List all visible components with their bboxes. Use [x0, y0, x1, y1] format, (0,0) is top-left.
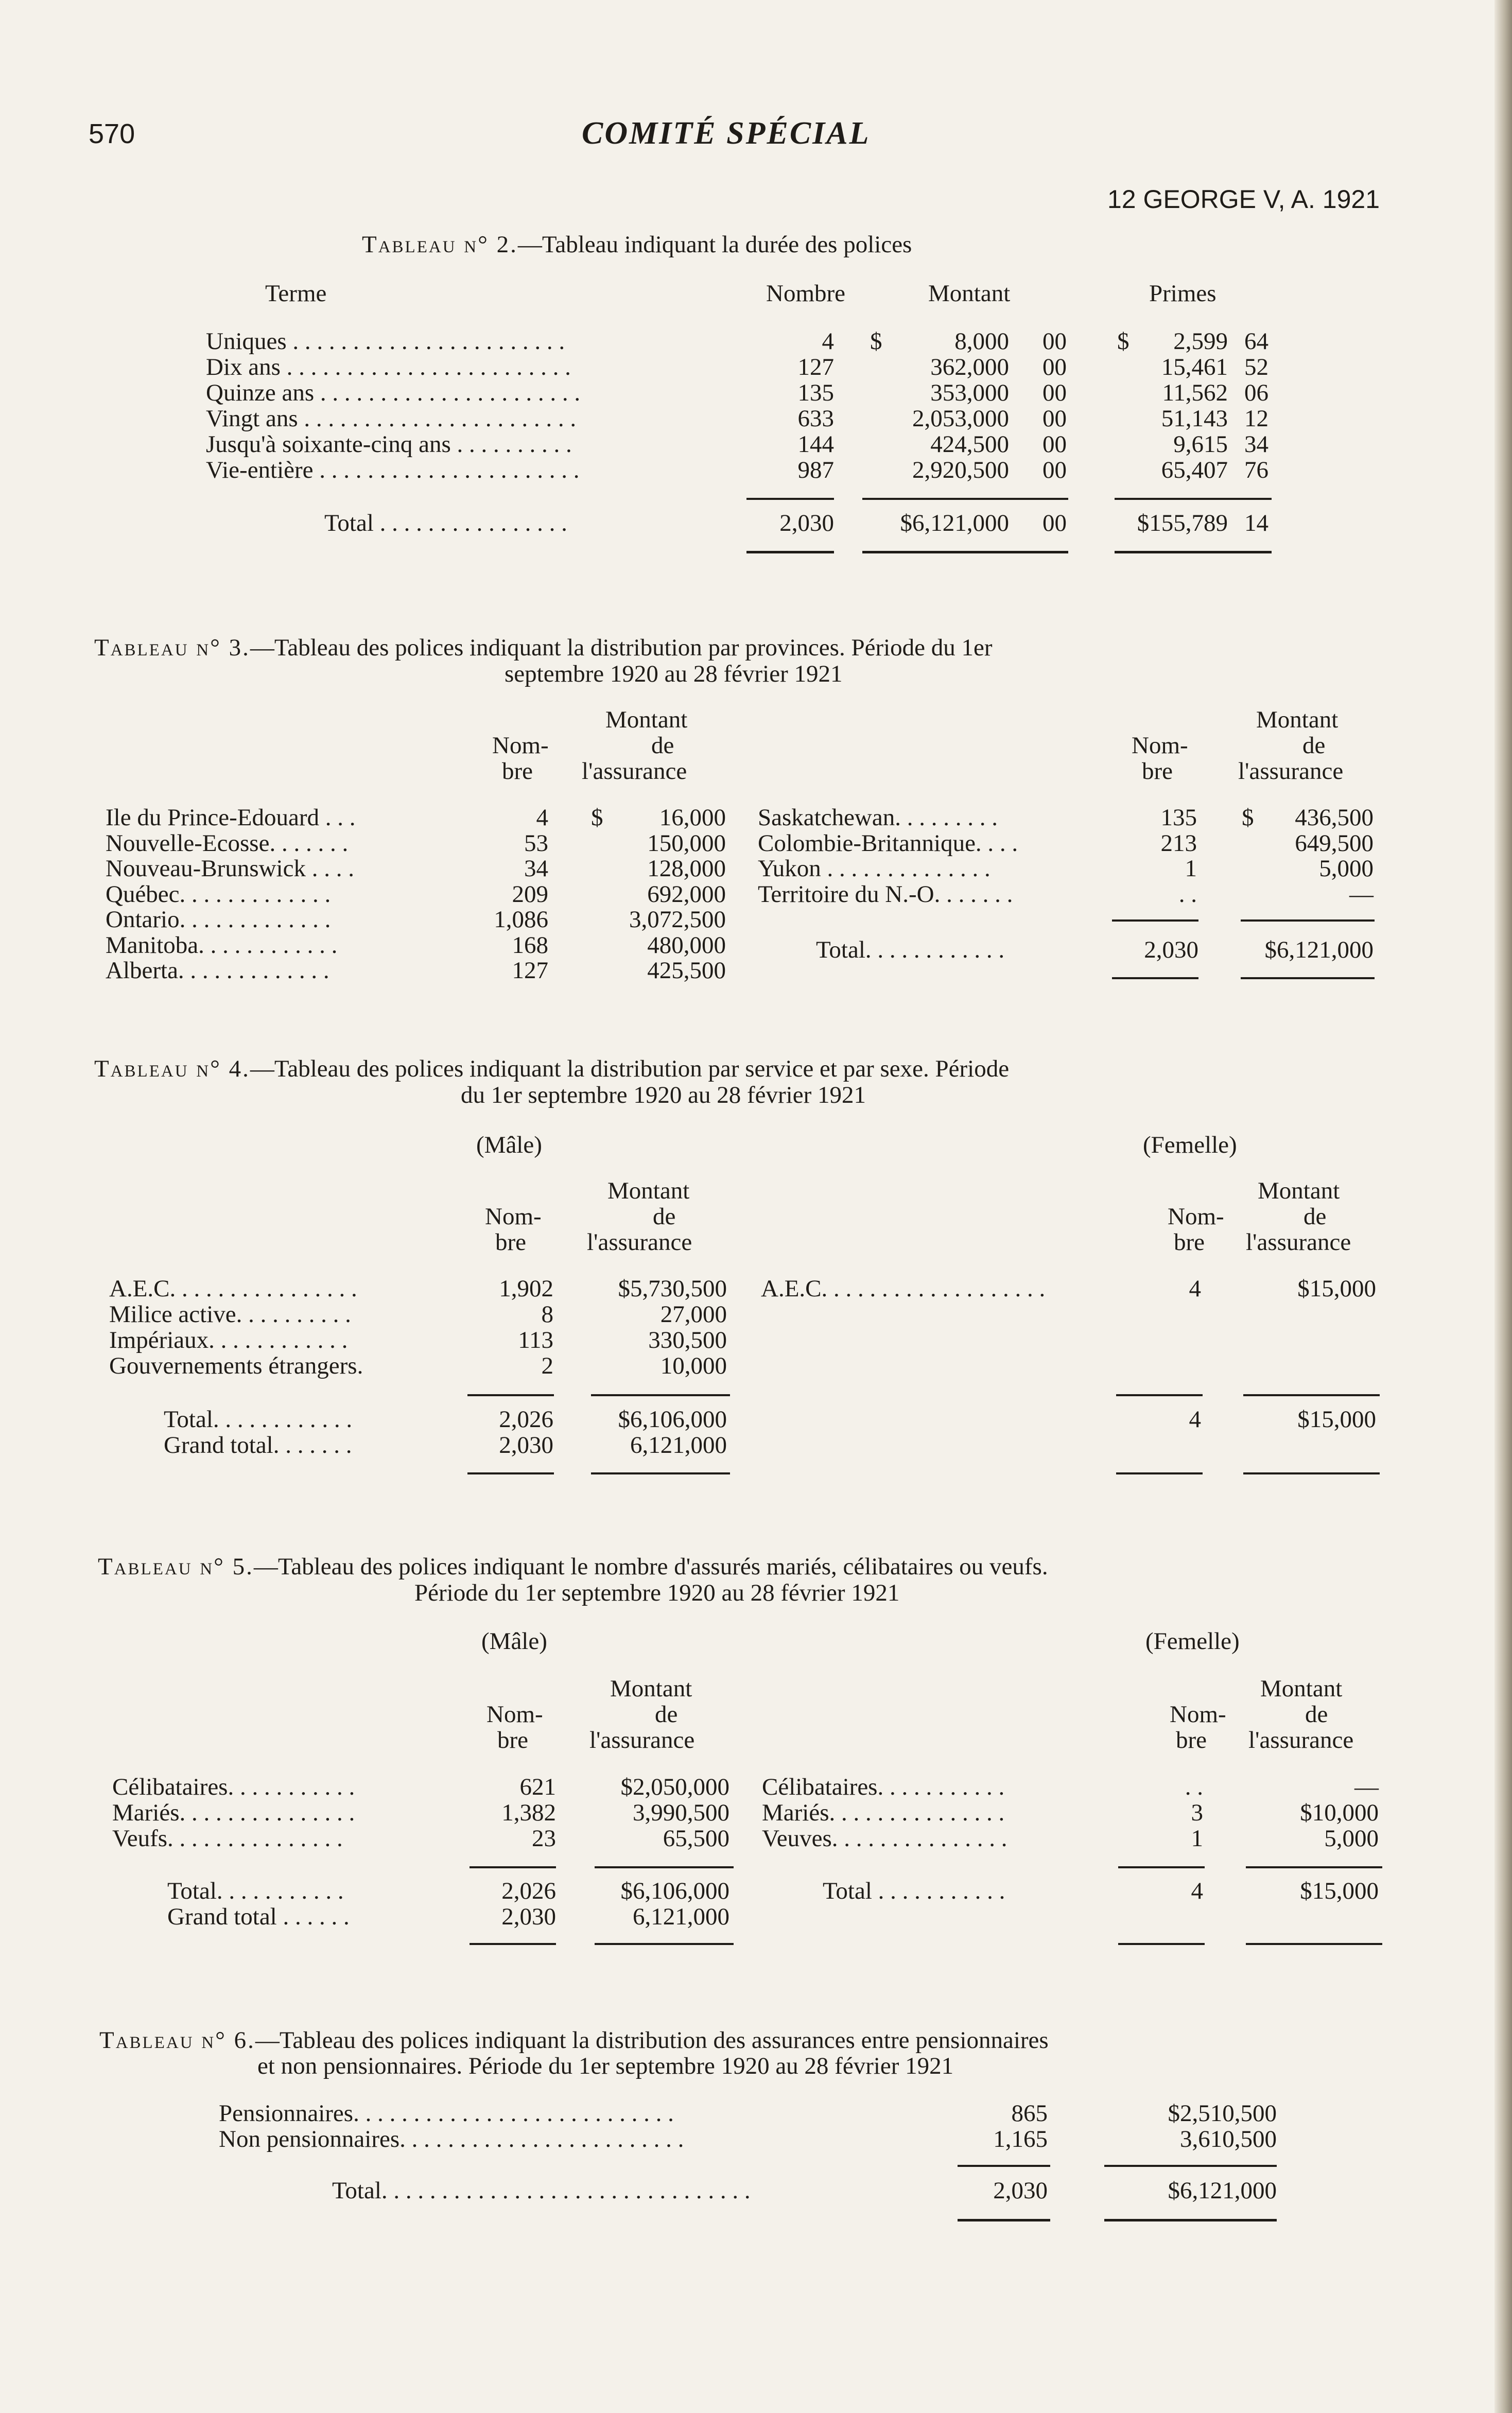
t4-col-bre-right: bre: [1174, 1229, 1205, 1256]
t5-total-label: Total. . . . . . . . . . .: [167, 1878, 344, 1904]
t3-right-row-montant: 649,500: [1295, 830, 1374, 857]
t3-col-de-left: de: [651, 732, 674, 759]
t2-row-primes-cents: 64: [1244, 328, 1268, 355]
t3-left-row-nombre: 1,086: [494, 906, 548, 933]
t3-right-row-sign: $: [1242, 804, 1254, 831]
t3-left-row-label: Québec. . . . . . . . . . . . .: [106, 881, 331, 908]
running-title: COMITÉ SPÉCIAL: [582, 116, 871, 151]
t2-header-primes: Primes: [1149, 280, 1216, 307]
t4-col-montant-left: Montant: [607, 1177, 690, 1204]
t4-rule-bottom-f-nombre: [1116, 1472, 1203, 1474]
t2-row-primes: 11,562: [1162, 379, 1228, 406]
t2-row-nombre: 127: [797, 354, 834, 380]
t5-left-row-nombre: 1,382: [501, 1799, 556, 1826]
t5-caption-line2: Période du 1er septembre 1920 au 28 février 1921: [414, 1579, 900, 1606]
t6-row-nombre: 1,165: [993, 2126, 1048, 2152]
t2-header-montant: Montant: [928, 280, 1011, 307]
t3-col-bre-right: bre: [1142, 758, 1173, 785]
t3-left-row-montant: 16,000: [659, 804, 726, 831]
t4-left-row-nombre: 8: [541, 1301, 553, 1328]
t4-col-de-left: de: [653, 1203, 676, 1230]
t6-caption-line2: et non pensionnaires. Période du 1er septembre 1920 au 28 février 1921: [257, 2053, 954, 2079]
t2-row-montant-sign: $: [870, 328, 882, 355]
t4-left-row-label: Gouvernements étrangers.: [109, 1352, 363, 1379]
t5-title: Tableau n° 5.—Tableau des polices indiquant le nombre d'assurés mariés, célibataires ou veufs.: [98, 1553, 1048, 1580]
t3-left-row-label: Nouveau-Brunswick . . . .: [106, 855, 354, 882]
t2-row-primes: 51,143: [1161, 405, 1228, 432]
t5-rule-bottom-f-nombre: [1118, 1943, 1205, 1945]
t5-grand-total-montant: 6,121,000: [633, 1903, 729, 1930]
t3-left-row-label: Alberta. . . . . . . . . . . . .: [106, 957, 329, 984]
t4-rule-nombre: [467, 1394, 554, 1396]
t2-row-primes: 15,461: [1161, 354, 1228, 380]
t3-left-row-montant: 480,000: [647, 932, 726, 959]
t2-rule-bottom-montant: [862, 551, 1068, 553]
t4-grand-total-label: Grand total. . . . . . .: [164, 1432, 352, 1459]
t4-male-heading: (Mâle): [476, 1132, 542, 1158]
t5-grand-total-label: Grand total . . . . . .: [167, 1903, 350, 1930]
t2-row-montant: 353,000: [930, 379, 1009, 406]
t3-col-bre-left: bre: [502, 758, 533, 785]
t4-col-assurance-left: l'assurance: [587, 1229, 692, 1256]
t2-rule-nombre: [746, 498, 834, 500]
t5-rule-bottom-montant: [595, 1943, 734, 1945]
t5-col-montant-left: Montant: [610, 1675, 692, 1702]
t4-left-row-nombre: 1,902: [499, 1275, 553, 1302]
t4-right-row-label: A.E.C. . . . . . . . . . . . . . . . . . .: [761, 1275, 1046, 1302]
t2-row-primes: 65,407: [1161, 457, 1228, 483]
t5-col-bre-left: bre: [497, 1727, 529, 1754]
t3-left-row-sign: $: [591, 804, 603, 831]
t4-left-row-montant: 10,000: [660, 1352, 727, 1379]
t2-total-label: Total . . . . . . . . . . . . . . . .: [324, 510, 567, 536]
t2-row-nombre: 144: [797, 431, 834, 458]
t5-right-row-label: Mariés. . . . . . . . . . . . . . .: [762, 1799, 1005, 1826]
t5-right-row-montant: $10,000: [1300, 1799, 1379, 1826]
t5-left-row-nombre: 621: [519, 1774, 556, 1800]
t3-left-row-nombre: 34: [524, 855, 548, 882]
t3-col-assurance-right: l'assurance: [1238, 758, 1344, 785]
t2-row-primes: 2,599: [1173, 328, 1228, 355]
t4-left-row-label: Milice active. . . . . . . . . .: [109, 1301, 351, 1328]
t3-col-montant-left: Montant: [605, 706, 688, 733]
t6-title: Tableau n° 6.—Tableau des polices indiquant la distribution des assurances entre pensionnaires: [99, 2027, 1049, 2054]
t5-left-row-montant: 3,990,500: [633, 1799, 729, 1826]
t6-row-nombre: 865: [1011, 2100, 1048, 2127]
t2-row-montant: 362,000: [930, 354, 1009, 380]
t4-left-row-montant: 330,500: [648, 1327, 727, 1353]
t2-row-montant-cents: 00: [1042, 457, 1067, 483]
t4-caption-line2: du 1er septembre 1920 au 28 février 1921: [461, 1082, 866, 1108]
t2-row-nombre: 4: [822, 328, 834, 355]
t5-right-row-nombre: . .: [1185, 1774, 1203, 1800]
t4-total-f-nombre: 4: [1189, 1406, 1201, 1433]
t2-rule-bottom-primes: [1115, 551, 1272, 553]
t4-rule-bottom-montant: [591, 1472, 730, 1474]
t2-row-montant: 8,000: [954, 328, 1009, 355]
t3-left-row-nombre: 4: [536, 804, 548, 831]
t3-total-label: Total. . . . . . . . . . . .: [816, 936, 1005, 963]
t2-label: Tableau n° 2.: [362, 231, 518, 258]
t6-total-label: Total. . . . . . . . . . . . . . . . . . . . . . . . . . . . . . .: [332, 2177, 751, 2204]
t5-left-row-montant: $2,050,000: [620, 1774, 729, 1800]
t2-row-montant: 424,500: [930, 431, 1009, 458]
t4-total-label: Total. . . . . . . . . . . .: [164, 1406, 353, 1433]
t3-total-nombre: 2,030: [1144, 936, 1198, 963]
t5-total-nombre: 2,026: [501, 1878, 556, 1904]
t3-right-row-label: Saskatchewan. . . . . . . . .: [758, 804, 998, 831]
t3-left-row-montant: 128,000: [647, 855, 726, 882]
t5-right-row-montant: —: [1354, 1774, 1379, 1800]
t2-row-montant-cents: 00: [1042, 405, 1067, 432]
t2-total-montant: $6,121,000: [900, 510, 1009, 536]
t6-total-montant: $6,121,000: [1168, 2177, 1277, 2204]
t5-rule-f-nombre: [1118, 1866, 1205, 1868]
t4-total-montant: $6,106,000: [618, 1406, 727, 1433]
t4-col-assurance-right: l'assurance: [1246, 1229, 1351, 1256]
t3-col-montant-right: Montant: [1256, 706, 1339, 733]
t3-rule-bottom-nombre: [1112, 977, 1198, 979]
t5-col-montant-right: Montant: [1260, 1675, 1343, 1702]
t3-total-montant: $6,121,000: [1264, 936, 1374, 963]
t6-row-montant: 3,610,500: [1180, 2126, 1277, 2152]
t3-left-row-label: Manitoba. . . . . . . . . . . .: [106, 932, 338, 959]
t3-title: Tableau n° 3.—Tableau des polices indiquant la distribution par provinces. Période du 1er: [94, 634, 993, 661]
t2-title: [362, 233, 912, 257]
t2-row-montant-cents: 00: [1042, 431, 1067, 458]
t5-left-row-nombre: 23: [532, 1825, 556, 1852]
t2-total-primes: $155,789: [1137, 510, 1228, 536]
t2-rule-primes: [1115, 498, 1272, 500]
t2-row-primes-cents: 76: [1244, 457, 1268, 483]
t6-rule-montant: [1104, 2165, 1277, 2167]
t2-row-montant: 2,920,500: [912, 457, 1009, 483]
t5-col-de-right: de: [1305, 1701, 1328, 1728]
t4-rule-f-montant: [1243, 1394, 1380, 1396]
t5-right-row-label: Célibataires. . . . . . . . . . .: [762, 1774, 1005, 1800]
t5-rule-montant: [595, 1866, 734, 1868]
t3-right-row-montant: —: [1349, 881, 1374, 908]
t3-left-row-montant: 3,072,500: [629, 906, 726, 933]
t2-row-nombre: 633: [797, 405, 834, 432]
t5-right-row-nombre: 1: [1191, 1825, 1203, 1852]
t4-rule-bottom-f-montant: [1243, 1472, 1380, 1474]
t2-row-nombre: 987: [797, 457, 834, 483]
t5-left-row-label: Veufs. . . . . . . . . . . . . . .: [112, 1825, 343, 1852]
t4-total-f-montant: $15,000: [1297, 1406, 1376, 1433]
t6-rule-bottom-nombre: [958, 2219, 1050, 2221]
t2-row-primes-sign: $: [1117, 328, 1129, 355]
t5-total-montant: $6,106,000: [620, 1878, 729, 1904]
t3-right-row-label: Territoire du N.-O. . . . . . .: [758, 881, 1013, 908]
t3-col-assurance-left: l'assurance: [582, 758, 687, 785]
t3-left-row-label: Ontario. . . . . . . . . . . . .: [106, 906, 331, 933]
t4-title: Tableau n° 4.—Tableau des polices indiquant la distribution par service et par sexe. Période: [94, 1055, 1010, 1082]
t2-row-label: Jusqu'à soixante-cinq ans . . . . . . . . . .: [206, 431, 572, 458]
t5-right-row-nombre: 3: [1191, 1799, 1203, 1826]
t4-col-de-right: de: [1304, 1203, 1327, 1230]
t4-col-nom-left: Nom-: [485, 1203, 542, 1230]
t4-left-row-label: A.E.C. . . . . . . . . . . . . . . .: [109, 1275, 357, 1302]
t2-row-label: Uniques . . . . . . . . . . . . . . . . . . . . . . .: [206, 328, 565, 355]
t2-row-nombre: 135: [797, 379, 834, 406]
t5-right-row-montant: 5,000: [1324, 1825, 1379, 1852]
t4-rule-montant: [591, 1394, 730, 1396]
t3-col-de-right: de: [1302, 732, 1326, 759]
t6-row-montant: $2,510,500: [1168, 2100, 1277, 2127]
t5-left-row-montant: 65,500: [663, 1825, 729, 1852]
t4-right-row-montant: $15,000: [1297, 1275, 1376, 1302]
t2-row-montant-cents: 00: [1042, 379, 1067, 406]
t3-rule-bottom-montant: [1241, 977, 1375, 979]
t2-row-primes-cents: 34: [1244, 431, 1268, 458]
t4-grand-total-montant: 6,121,000: [630, 1432, 727, 1459]
t2-total-montant-cents: 00: [1042, 510, 1067, 536]
t2-row-montant: 2,053,000: [912, 405, 1009, 432]
t4-right-row-nombre: 4: [1189, 1275, 1201, 1302]
t2-row-label: Dix ans . . . . . . . . . . . . . . . . . . . . . . . .: [206, 354, 571, 380]
t2-row-label: Vingt ans . . . . . . . . . . . . . . . . . . . . . . .: [206, 405, 577, 432]
t3-col-nom-right: Nom-: [1132, 732, 1188, 759]
t3-left-row-label: Ile du Prince-Edouard . . .: [106, 804, 356, 831]
t6-row-label: Non pensionnaires. . . . . . . . . . . . . . . . . . . . . . . .: [219, 2126, 684, 2152]
t2-row-label: Vie-entière . . . . . . . . . . . . . . . . . . . . . .: [206, 457, 580, 483]
t5-rule-bottom-f-montant: [1246, 1943, 1382, 1945]
t5-col-de-left: de: [655, 1701, 678, 1728]
t2-total-primes-cents: 14: [1244, 510, 1268, 536]
t2-header-terme: Terme: [265, 280, 327, 307]
t4-col-montant-right: Montant: [1258, 1177, 1340, 1204]
t4-total-nombre: 2,026: [499, 1406, 553, 1433]
t3-right-row-nombre: 213: [1160, 830, 1197, 857]
t4-grand-total-nombre: 2,030: [499, 1432, 553, 1459]
t5-col-bre-right: bre: [1176, 1727, 1207, 1754]
t2-total-nombre: 2,030: [779, 510, 834, 536]
t5-left-row-label: Mariés. . . . . . . . . . . . . . .: [112, 1799, 355, 1826]
t2-row-label: Quinze ans . . . . . . . . . . . . . . . . . . . . . .: [206, 379, 581, 406]
t5-col-assurance-left: l'assurance: [589, 1727, 695, 1754]
t3-rule-montant: [1241, 919, 1375, 922]
t5-rule-nombre: [470, 1866, 556, 1868]
t3-right-row-nombre: . .: [1178, 881, 1197, 908]
t5-total-f-montant: $15,000: [1300, 1878, 1379, 1904]
t2-row-primes-cents: 52: [1244, 354, 1268, 380]
t3-left-row-nombre: 168: [512, 932, 548, 959]
t2-rule-montant: [862, 498, 1068, 500]
t6-total-nombre: 2,030: [993, 2177, 1048, 2204]
session-label: 12 GEORGE V, A. 1921: [1107, 185, 1380, 214]
t5-right-row-label: Veuves. . . . . . . . . . . . . . .: [762, 1825, 1007, 1852]
t2-rule-bottom-nombre: [746, 551, 834, 553]
t5-col-nom-right: Nom-: [1170, 1701, 1226, 1728]
page-number: 570: [89, 118, 135, 149]
t2-row-montant-cents: 00: [1042, 354, 1067, 380]
t3-caption-line2: septembre 1920 au 28 février 1921: [505, 661, 843, 687]
t5-col-nom-left: Nom-: [486, 1701, 543, 1728]
t5-col-assurance-right: l'assurance: [1248, 1727, 1354, 1754]
t4-rule-bottom-nombre: [467, 1472, 554, 1474]
t5-grand-total-nombre: 2,030: [501, 1903, 556, 1930]
t5-left-row-label: Célibataires. . . . . . . . . . .: [112, 1774, 355, 1800]
t4-left-row-label: Impériaux. . . . . . . . . . . .: [109, 1327, 348, 1353]
t5-female-heading: (Femelle): [1145, 1628, 1240, 1655]
t2-row-primes: 9,615: [1173, 431, 1228, 458]
t5-total-f-nombre: 4: [1191, 1878, 1203, 1904]
t3-left-row-montant: 692,000: [647, 881, 726, 908]
t3-right-row-label: Yukon . . . . . . . . . . . . . .: [758, 855, 990, 882]
t6-rule-bottom-montant: [1104, 2219, 1277, 2221]
t4-left-row-nombre: 2: [541, 1352, 553, 1379]
t4-rule-f-nombre: [1116, 1394, 1203, 1396]
t3-left-row-nombre: 53: [524, 830, 548, 857]
t3-right-row-nombre: 135: [1160, 804, 1197, 831]
t3-left-row-nombre: 127: [512, 957, 548, 984]
t4-col-nom-right: Nom-: [1168, 1203, 1224, 1230]
t3-left-row-montant: 150,000: [647, 830, 726, 857]
t4-left-row-montant: $5,730,500: [618, 1275, 727, 1302]
t2-row-montant-cents: 00: [1042, 328, 1067, 355]
t4-left-row-nombre: 113: [518, 1327, 553, 1353]
t3-left-row-nombre: 209: [512, 881, 548, 908]
t4-left-row-montant: 27,000: [660, 1301, 727, 1328]
t3-col-nom-left: Nom-: [492, 732, 549, 759]
t2-row-primes-cents: 06: [1244, 379, 1268, 406]
t6-rule-nombre: [958, 2165, 1050, 2167]
t5-rule-f-montant: [1246, 1866, 1382, 1868]
t5-male-heading: (Mâle): [481, 1628, 547, 1655]
t3-right-row-nombre: 1: [1185, 855, 1197, 882]
t3-right-row-montant: 5,000: [1319, 855, 1374, 882]
t3-rule-nombre: [1112, 919, 1198, 922]
t3-right-row-label: Colombie-Britannique. . . .: [758, 830, 1018, 857]
t2-caption: —Tableau indiquant la durée des polices: [517, 231, 912, 258]
t2-row-primes-cents: 12: [1244, 405, 1268, 432]
t2-header-nombre: Nombre: [766, 280, 846, 307]
t3-right-row-montant: 436,500: [1295, 804, 1374, 831]
page-edge-shadow: [1494, 0, 1512, 2413]
t4-female-heading: (Femelle): [1143, 1132, 1237, 1158]
t5-rule-bottom-nombre: [470, 1943, 556, 1945]
t3-left-row-label: Nouvelle-Ecosse. . . . . . .: [106, 830, 349, 857]
t6-row-label: Pensionnaires. . . . . . . . . . . . . . . . . . . . . . . . . . .: [219, 2100, 674, 2127]
t3-left-row-montant: 425,500: [647, 957, 726, 984]
t4-col-bre-left: bre: [495, 1229, 527, 1256]
t5-total-f-label: Total . . . . . . . . . . .: [823, 1878, 1005, 1904]
